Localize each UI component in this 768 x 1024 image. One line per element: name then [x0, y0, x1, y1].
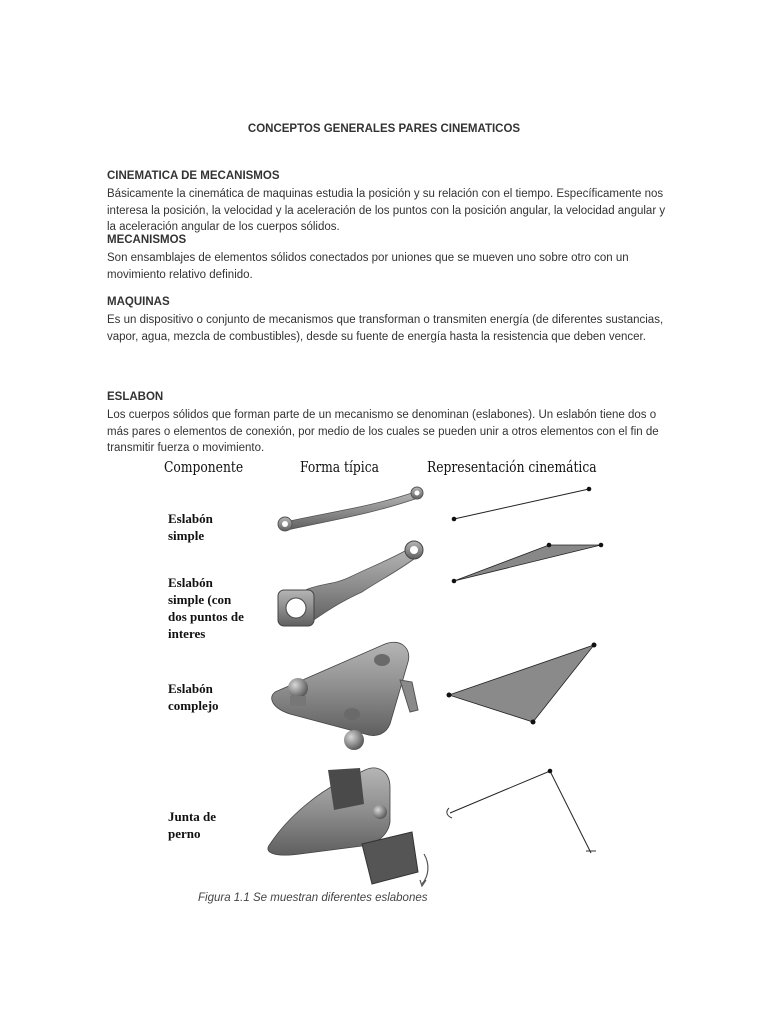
row-label-eslabon-simple: Eslabón simple: [168, 511, 213, 543]
simple-link-kinematic: [452, 487, 592, 522]
section-heading-cinematica: CINEMATICA DE MECANISMOS: [107, 170, 280, 182]
row-label-eslabon-simple-dos-puntos: Eslabón simple (con dos puntos de interes: [168, 575, 244, 641]
figure-header-componente: Componente: [164, 458, 244, 476]
simple-link-drawing: [278, 487, 423, 531]
row-label-junta-perno: Junta de perno: [168, 809, 217, 841]
pin-joint-kinematic: [447, 769, 596, 853]
section-body-mecanismos: Son ensamblajes de elementos sólidos conectados por uniones que se mueven uno sobre otro con un movimiento relativo definido.: [107, 252, 629, 281]
section-heading-mecanismos: MECANISMOS: [107, 234, 187, 246]
complex-link-drawing: [272, 642, 418, 750]
double-point-link-kinematic: [452, 543, 604, 584]
double-point-link-drawing: [278, 541, 423, 626]
section-heading-maquinas: MAQUINAS: [107, 296, 170, 308]
row-label-eslabon-complejo: Eslabón complejo: [168, 681, 219, 713]
complex-link-kinematic: [447, 643, 597, 725]
figure-header-representacion: Representación cinemática: [427, 458, 597, 476]
figure-header-forma-tipica: Forma típica: [300, 458, 379, 476]
pin-joint-drawing: [268, 768, 428, 886]
page-title: CONCEPTOS GENERALES PARES CINEMATICOS: [247, 123, 521, 135]
eslabones-figure: [150, 452, 620, 890]
section-body-eslabon: Los cuerpos sólidos que forman parte de un mecanismo se denominan (eslabones). Un eslabón tiene dos o más pares o elementos de conexión, por medio de los cuales se pueden unir a otros elementos con el fin de transmitir fuerza o movimiento.: [107, 409, 659, 454]
figure-caption: Figura 1.1 Se muestran diferentes eslabones: [198, 892, 428, 904]
section-heading-eslabon: ESLABON: [107, 391, 164, 403]
section-body-cinematica: Básicamente la cinemática de maquinas estudia la posición y su relación con el tiempo. Específicamente nos interesa la posición, la velocidad y la aceleración de los puntos con la posición angular, la velocidad angular y la aceleración angular de los cuerpos sólidos.: [107, 188, 666, 233]
section-body-maquinas: Es un dispositivo o conjunto de mecanismos que transforman o transmiten energía (de diferentes sustancias, vapor, agua, mezcla de combustibles), desde su fuente de energía hasta la resistencia que deben vencer.: [107, 314, 664, 343]
